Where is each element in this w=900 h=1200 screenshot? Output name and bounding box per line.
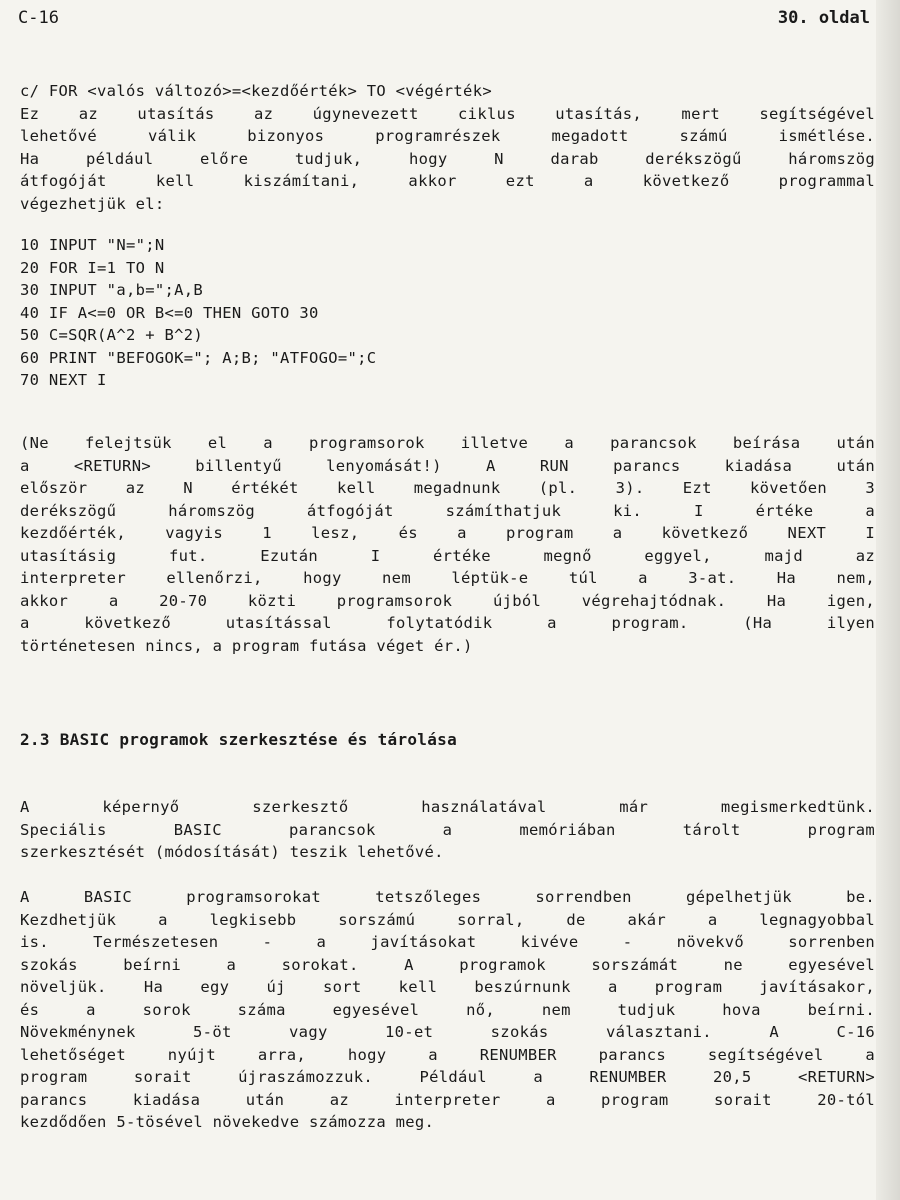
code-line: 40 IF A<=0 OR B<=0 THEN GOTO 30 <box>20 303 319 322</box>
explanation-line: a következő utasítással folytatódik a program. (Ha ilyen <box>20 614 875 632</box>
intro-line: lehetővé válik bizonyos programrészek megadott számú ismétlése. <box>20 127 875 145</box>
explanation-line: a <RETURN> billentyű lenyomását!) A RUN parancs kiadása után <box>20 456 875 475</box>
explanation-line: először az N értékét kell megadnunk (pl. 3). Ezt követően 3 <box>20 479 875 497</box>
renumber-line: Növekménynek 5-öt vagy 10-et szokás választani. A C-16 <box>20 1023 875 1041</box>
intro-paragraph <box>20 80 875 215</box>
explanation-line: derékszögű háromszög átfogóját számíthatjuk ki. I értéke a <box>20 501 875 520</box>
intro-line: átfogóját kell kiszámítani, akkor ezt a következő programmal <box>20 172 875 190</box>
editor-line: A képernyő szerkesztő használatával már megismerkedtünk. <box>20 798 875 816</box>
explanation-line: (Ne felejtsük el a programsorok illetve a parancsok beírása után <box>20 434 875 452</box>
renumber-line: növeljük. Ha egy új sort kell beszúrnunk a program javításakor, <box>20 978 875 996</box>
editor-line: Speciális BASIC parancsok a memóriában tárolt program <box>20 820 875 839</box>
intro-line: végezhetjük el: <box>20 194 165 213</box>
renumber-line: szokás beírni a sorokat. A programok sorszámát ne egyesével <box>20 955 875 974</box>
explanation-line: utasításig fut. Ezután I értéke megnő eggyel, majd az <box>20 546 875 565</box>
intro-line: c/ FOR <valós változó>=<kezdőérték> TO <végérték> <box>20 82 492 100</box>
page-edge-shadow <box>876 0 900 1200</box>
explanation-line: történetesen nincs, a program futása véget ér.) <box>20 636 473 655</box>
renumber-line: kezdődően 5-tösével növekedve számozza meg. <box>20 1113 435 1131</box>
code-line: 10 INPUT "N=";N <box>20 236 165 254</box>
code-line: 60 PRINT "BEFOGOK="; A;B; "ATFOGO=";C <box>20 348 377 367</box>
header-title: C-16 <box>18 8 59 28</box>
renumber-line: is. Természetesen - a javításokat kivéve - növekvő sorrenben <box>20 933 875 951</box>
renumber-line: program sorait újraszámozzuk. Például a RENUMBER 20,5 <RETURN> <box>20 1068 875 1086</box>
renumber-line: lehetőséget nyújt arra, hogy a RENUMBER parancs segítségével a <box>20 1045 875 1064</box>
explanation-line: kezdőérték, vagyis 1 lesz, és a program a következő NEXT I <box>20 524 875 542</box>
explanation-line: akkor a 20-70 közti programsorok újból végrehajtódnak. Ha igen, <box>20 591 875 610</box>
renumber-paragraph <box>20 886 875 1134</box>
renumber-line: és a sorok száma egyesével nő, nem tudjuk hova beírni. <box>20 1000 875 1019</box>
page-header <box>18 8 870 32</box>
code-line: 50 C=SQR(A^2 + B^2) <box>20 326 204 344</box>
renumber-line: parancs kiadása után az interpreter a program sorait 20-tól <box>20 1090 875 1109</box>
renumber-line: Kezdhetjük a legkisebb sorszámú sorral, de akár a legnagyobbal <box>20 910 875 929</box>
explanation-line: interpreter ellenőrzi, hogy nem léptük-e túl a 3-at. Ha nem, <box>20 569 875 587</box>
code-line: 70 NEXT I <box>20 371 107 389</box>
explanation-paragraph <box>20 432 875 657</box>
intro-line: Ez az utasítás az úgynevezett ciklus utasítás, mert segítségével <box>20 104 875 123</box>
code-line: 20 FOR I=1 TO N <box>20 258 165 277</box>
editor-line: szerkesztését (módosítását) teszik lehetővé. <box>20 843 444 861</box>
section-heading: 2.3 BASIC programok szerkesztése és tárolása <box>20 730 458 749</box>
page-number: 30. oldal <box>777 8 870 28</box>
code-line: 30 INPUT "a,b=";A,B <box>20 281 204 299</box>
intro-line: Ha például előre tudjuk, hogy N darab derékszögű háromszög <box>20 149 875 168</box>
renumber-line: A BASIC programsorokat tetszőleges sorrendben gépelhetjük be. <box>20 888 875 906</box>
editor-paragraph <box>20 796 875 864</box>
code-listing <box>20 234 376 392</box>
